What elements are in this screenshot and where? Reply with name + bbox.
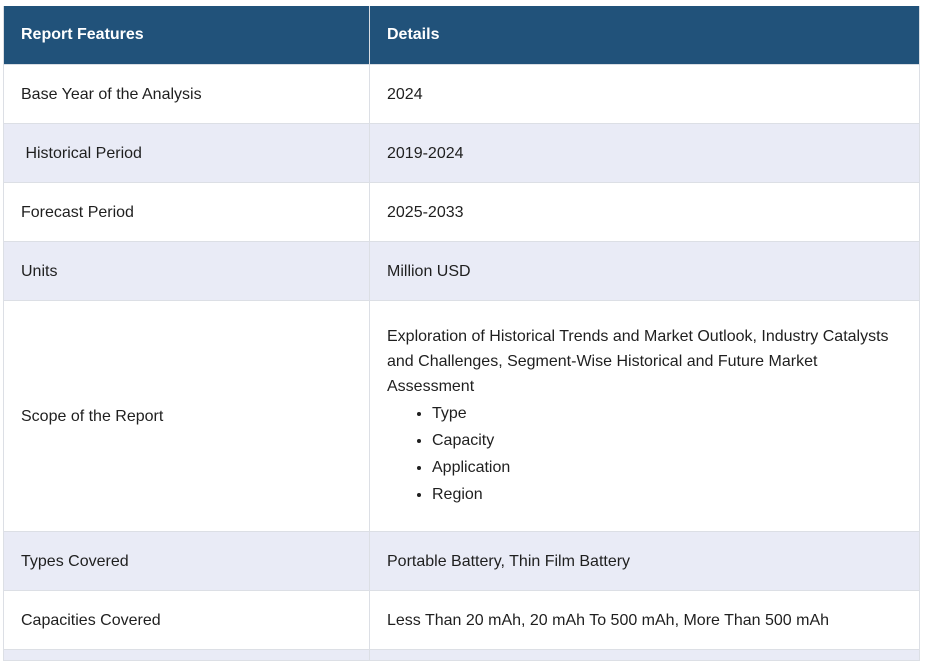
details-cell	[370, 650, 920, 661]
details-cell	[370, 301, 920, 532]
details-cell: Portable Battery, Thin Film Battery	[370, 532, 920, 591]
details-cell: 2019-2024	[370, 124, 920, 183]
feature-cell	[4, 650, 370, 661]
table-row	[4, 183, 920, 242]
feature-cell: Units	[4, 242, 370, 301]
feature-cell: Capacities Covered	[4, 591, 370, 650]
column-header-details: Details	[370, 6, 920, 65]
scope-description: Exploration of Historical Trends and Market Outlook, Industry Catalysts and Challenges, Segment-Wise Historical and Future Market Assessment	[387, 328, 889, 395]
details-cell: 2025-2033	[370, 183, 920, 242]
feature-cell	[4, 124, 370, 183]
list-item: • Capacity	[432, 427, 919, 454]
table-row	[4, 65, 920, 124]
feature-cell: Base Year of the Analysis	[4, 65, 370, 124]
table-row-partial	[4, 650, 920, 661]
table-row	[4, 532, 920, 591]
feature-cell: Types Covered	[4, 532, 370, 591]
details-cell: Million USD	[370, 242, 920, 301]
report-features-table	[3, 6, 920, 661]
table-row	[4, 591, 920, 650]
feature-cell: Scope of the Report	[4, 301, 370, 532]
column-header-report-features: Report Features	[4, 6, 370, 65]
details-cell: Less Than 20 mAh, 20 mAh To 500 mAh, More Than 500 mAh	[370, 591, 920, 650]
feature-cell: Forecast Period	[4, 183, 370, 242]
table-header-row	[4, 6, 920, 65]
list-item: • Application	[432, 454, 919, 481]
table-row	[4, 242, 920, 301]
list-item: • Region	[432, 481, 919, 508]
details-cell: 2024	[370, 65, 920, 124]
scope-segment-list	[387, 400, 919, 508]
table-row	[4, 124, 920, 183]
table-row-scope	[4, 301, 920, 532]
feature-label: Historical Period	[21, 144, 142, 162]
list-item: • Type	[432, 400, 919, 427]
